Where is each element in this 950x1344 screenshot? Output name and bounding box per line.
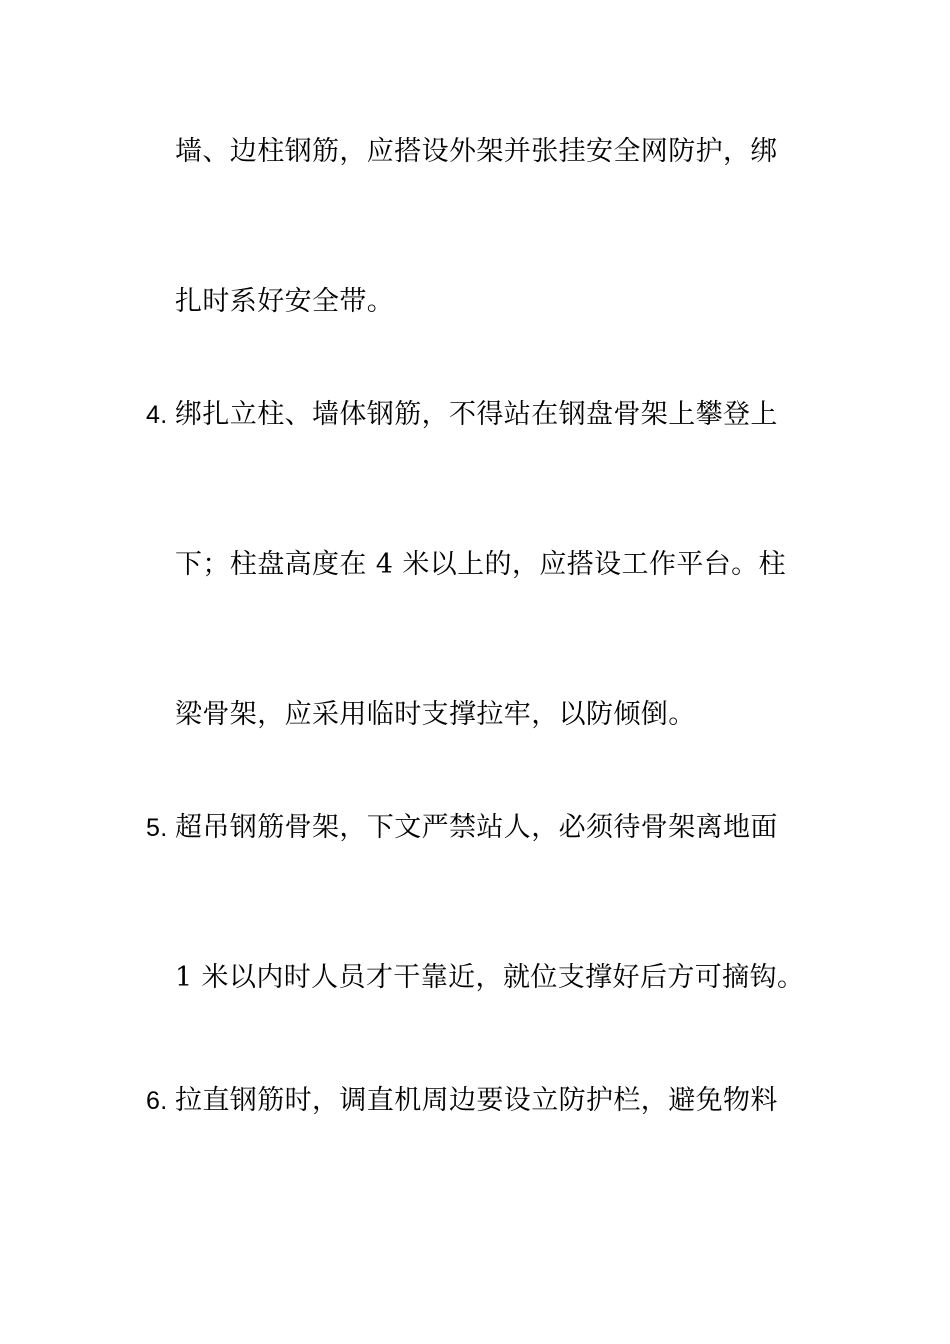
list-item-number: 5.: [146, 814, 168, 842]
line-text: 下；柱盘高度在 4 米以上的，应搭设工作平台。柱: [175, 549, 786, 580]
line-text: 拉直钢筋时，调直机周边要设立防护栏，避免物料: [175, 1085, 778, 1116]
line-text: 扎时系好安全带。: [175, 286, 395, 317]
line-text: 1 米以内时人员才干靠近，就位支撑好后方可摘钩。: [175, 962, 805, 993]
list-item-number: 4.: [146, 401, 168, 429]
line-text: 绑扎立柱、墙体钢筋，不得站在钢盘骨架上攀登上: [175, 399, 778, 430]
list-item-number: 6.: [146, 1087, 168, 1115]
line-text: 梁骨架，应采用临时支撑拉牢，以防倾倒。: [175, 699, 696, 730]
line-text: 墙、边柱钢筋，应搭设外架并张挂安全网防护，绑: [175, 136, 778, 167]
line-text: 超吊钢筋骨架，下文严禁站人，必须待骨架离地面: [175, 812, 778, 843]
